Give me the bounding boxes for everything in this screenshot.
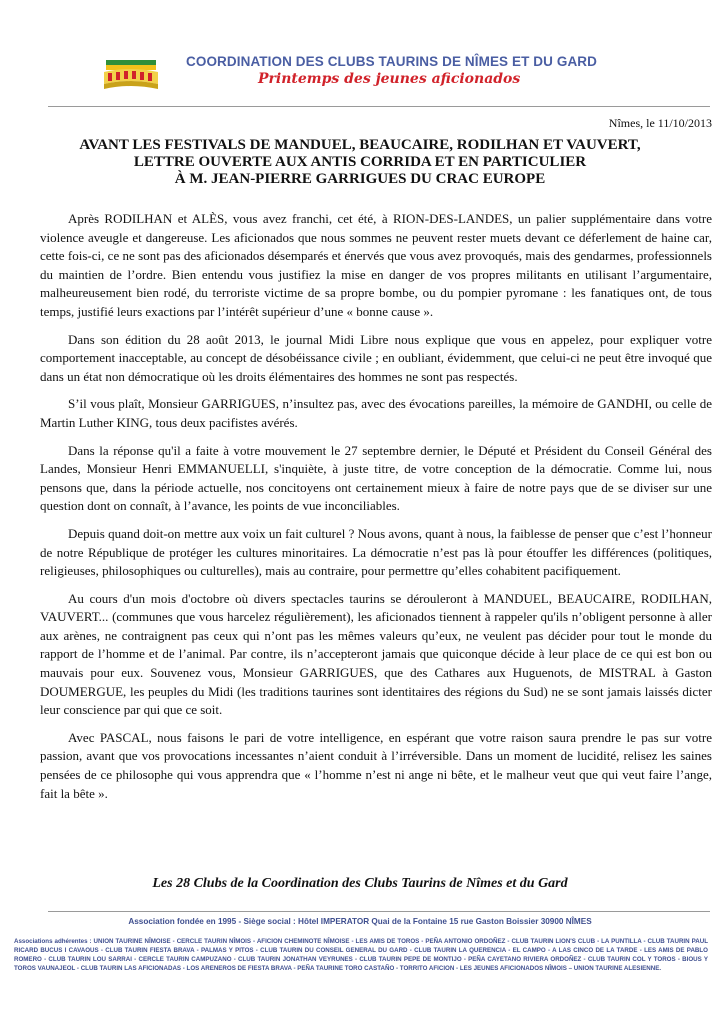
header-divider [48, 106, 710, 107]
tagline: Printemps des jeunes aficionados [258, 71, 521, 87]
footer-members: Associations adhérentes : UNION TAURINE NÎMOISE - CERCLE TAURIN NÎMOIS - AFICION CHEMINOTE NÎMOISE - LES AMIS DE TOROS - PEÑA ANTONIO ORDOÑEZ - CLUB TAURIN LION'S CLUB - LA PUNTILLA - CLUB TAURIN PAUL RICARD BUCUS I CAVAOUS - CLUB TAURIN FIESTA BRAVA - PALMAS Y PITOS - CLUB TAURIN DU CONSEIL GENERAL DU GARD - CLUB TAURIN LA QUERENCIA - EL CAMPO - A LAS CINCO DE LA TARDE - LES AMIS DE PABLO ROMERO - CLUB TAURIN LOU SARRAI - CERCLE TAURIN CAMPUZANO - CLUB TAURIN JONATHAN VEYRUNES - CLUB TAURIN PEPE DE MONTIJO - PEÑA CAYETANO RIVIERA ORDOÑEZ - CLUB TAURIN COL Y TOROS - BIOUS Y TOROS VAUNAJEOL - CLUB TAURIN LAS AFICIONADAS - LOS ARENEROS DE FIESTA BRAVA - PEÑA TAURINE TORO CASTAÑO - TORRITO AFICION - LES JEUNES AFICIONADOS NÎMOIS – UNION TAURINE ALESIENNE. [14, 938, 708, 972]
organization-name: COORDINATION DES CLUBS TAURINS DE NÎMES ET DU GARD [186, 54, 598, 69]
body-paragraph: S’il vous plaît, Monsieur GARRIGUES, n’insultez pas, avec des évocations pareilles, la mémoire de GANDHI, ou celle de Martin Luther KING, tous deux pacifistes avérés. [40, 396, 712, 430]
arena-logo-icon [100, 58, 162, 92]
body-paragraph: Depuis quand doit-on mettre aux voix un fait culturel ? Nous avons, quant à nous, la faiblesse de penser que c’est l’honneur de notre République de protéger les cultures minoritaires. La démocratie n’est pas là pour étouffer les différences (politiques, religieuses, philosophiques ou culturelles), mais au contraire, pour permettre qu’elles cohabitent pacifiquement. [40, 525, 712, 579]
letter-date: Nîmes, le 11/10/2013 [608, 116, 712, 130]
title-line: À M. JEAN-PIERRE GARRIGUES DU CRAC EUROPE [174, 171, 546, 187]
body-paragraph: Après RODILHAN et ALÈS, vous avez franchi, cet été, à RION-DES-LANDES, un palier supplémentaire dans votre violence aveugle et dangereuse. Les aficionados que nous sommes ne peuvent rester muets devant ce déferlement de haine car, cette fois-ci, ce ne sont pas des aficionados désemparés et énervés que vous avez provoqués, mais des gendarmes, professionnels du maintien de l’ordre. Bien entendu vous justifiez la mise en danger de vos propres militants en utilisant l’argumentaire, malheureusement bien rodé, du terroriste victime de sa propre bombe, ou du pompier pyromane : les fanatiques ont, de tous temps, justifié leurs exactions par l’intérêt supérieur d’une « bonne cause ». [40, 211, 712, 319]
letterhead [100, 48, 660, 98]
body-paragraph: Dans son édition du 28 août 2013, le journal Midi Libre nous explique que vous en appelez, pour expliquer votre comportement inacceptable, au concept de désobéissance civile ; en oubliant, évidemment, que celui-ci ne peut être invoqué que dans un état non démocratique où les droits élémentaires des hommes ne sont pas respectés. [40, 331, 712, 384]
title-line: AVANT LES FESTIVALS DE MANDUEL, BEAUCAIRE, RODILHAN ET VAUVERT, [79, 137, 641, 153]
signature: Les 28 Clubs de la Coordination des Clubs Taurins de Nîmes et du Gard [152, 876, 568, 891]
body-paragraph: Au cours d'un mois d'octobre où divers spectacles taurins se dérouleront à MANDUEL, BEAUCAIRE, RODILHAN, VAUVERT... (communes que vous harcelez régulièrement), les aficionados tiennent à rappeler qu'ils n’obligent personne à aller aux arènes, ne contraignent pas ceux qui n’ont pas les mêmes valeurs qu’eux, ne veulent pas décider pour tout le monde du rapport de l’homme et de l’animal. Par contre, ils n’accepteront jamais que quiconque décide à leur place de ce qui est bon ou mauvais pour eux. Souvenez vous, Monsieur GARRIGUES, que des Cathares aux Huguenots, de MISTRAL à Gaston DOUMERGUE, les peuples du Midi (les traditions taurines sont identitaires des régions du Sud) ne se sont jamais laissés dicter leur conscience par qui que ce soit. [40, 590, 712, 718]
footer-association: Association fondée en 1995 - Siège social : Hôtel IMPERATOR Quai de la Fontaine 15 rue Gaston Boissier 30900 NÎMES [128, 917, 592, 926]
body-paragraph: Dans la réponse qu'il a faite à votre mouvement le 27 septembre dernier, le Député et Président du Conseil Général des Landes, Monsieur Henri EMMANUELLI, s'inquiète, à juste titre, de votre conception de la démocratie. Comme lui, nous pensons que, dans la période actuelle, nos concitoyens ont certainement mieux à faire de notre pays que de se diviser sur une question dont on connaît, à l’avance, les points de vue inconciliables. [40, 442, 712, 514]
body-paragraph: Avec PASCAL, nous faisons le pari de votre intelligence, en espérant que votre raison saura prendre le pas sur votre passion, avant que vos provocations incessantes n’aient conduit à l’irréversible. Dans un moment de lucidité, relisez les saines pensées de ce philosophe qui vous apprendra que « l’homme n’est ni ange ni bête, et le malheur veut que qui veut faire l’ange, fait la bête ». [40, 729, 712, 801]
footer-divider [48, 911, 710, 912]
letter-body [40, 210, 712, 812]
letter-title [40, 137, 680, 188]
title-line: LETTRE OUVERTE AUX ANTIS CORRIDA ET EN PARTICULIER [133, 154, 587, 170]
